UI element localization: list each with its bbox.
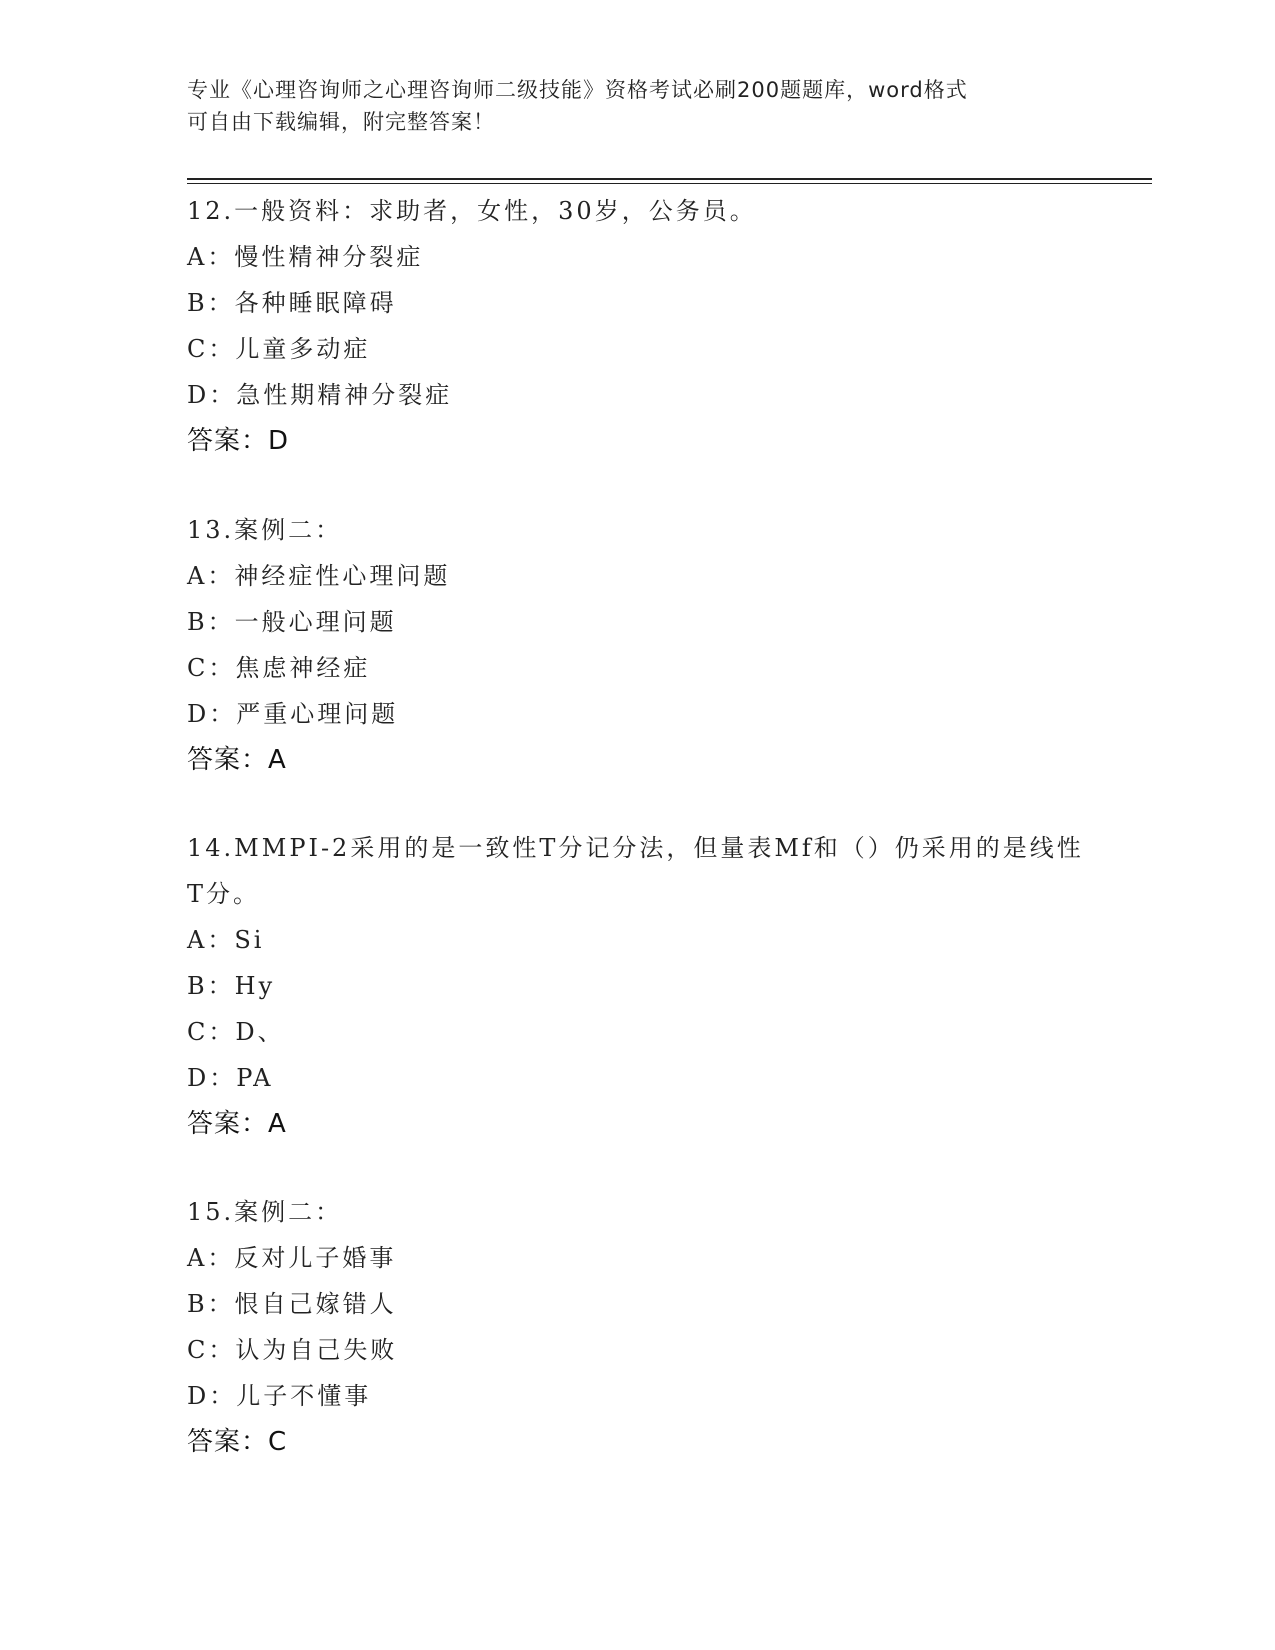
option-c: C：儿童多动症 (187, 335, 371, 363)
question-stem: 13.案例二： (187, 516, 343, 544)
option-d: D：儿子不懂事 (187, 1382, 372, 1410)
header-title-line-1: 专业《心理咨询师之心理咨询师二级技能》资格考试必刷200题题库，word格式 (187, 78, 968, 102)
option-d: D：严重心理问题 (187, 700, 399, 728)
header-divider-thin (187, 183, 1152, 184)
answer-line: 答案：A (187, 1109, 287, 1139)
option-b: B：一般心理问题 (187, 608, 397, 636)
option-a: A：Si (187, 926, 265, 954)
option-d: D：PA (187, 1064, 274, 1092)
option-d: D：急性期精神分裂症 (187, 381, 453, 409)
question-14 (187, 825, 1087, 1147)
option-a: A：神经症性心理问题 (187, 562, 451, 590)
document-header (187, 74, 1067, 138)
option-b: B：Hy (187, 972, 276, 1000)
question-stem: 12.一般资料：求助者，女性，30岁，公务员。 (187, 197, 757, 225)
answer-line: 答案：D (187, 426, 290, 456)
question-stem: 14.MMPI-2采用的是一致性T分记分法，但量表Mf和（）仍采用的是线性T分。 (187, 834, 1084, 908)
answer-line: 答案：C (187, 1427, 288, 1457)
option-c: C：焦虑神经症 (187, 654, 371, 682)
option-b: B：恨自己嫁错人 (187, 1290, 397, 1318)
header-divider-thick (187, 178, 1152, 180)
option-a: A：反对儿子婚事 (187, 1244, 397, 1272)
question-13 (187, 507, 1087, 783)
question-15 (187, 1189, 1087, 1465)
option-a: A：慢性精神分裂症 (187, 243, 424, 271)
option-c: C：认为自己失败 (187, 1336, 398, 1364)
header-title-line-2: 可自由下载编辑，附完整答案！ (187, 110, 495, 134)
option-b: B：各种睡眠障碍 (187, 289, 397, 317)
question-stem: 15.案例二： (187, 1198, 343, 1226)
question-12 (187, 188, 1087, 464)
option-c: C：D、 (187, 1018, 285, 1046)
answer-line: 答案：A (187, 745, 287, 775)
